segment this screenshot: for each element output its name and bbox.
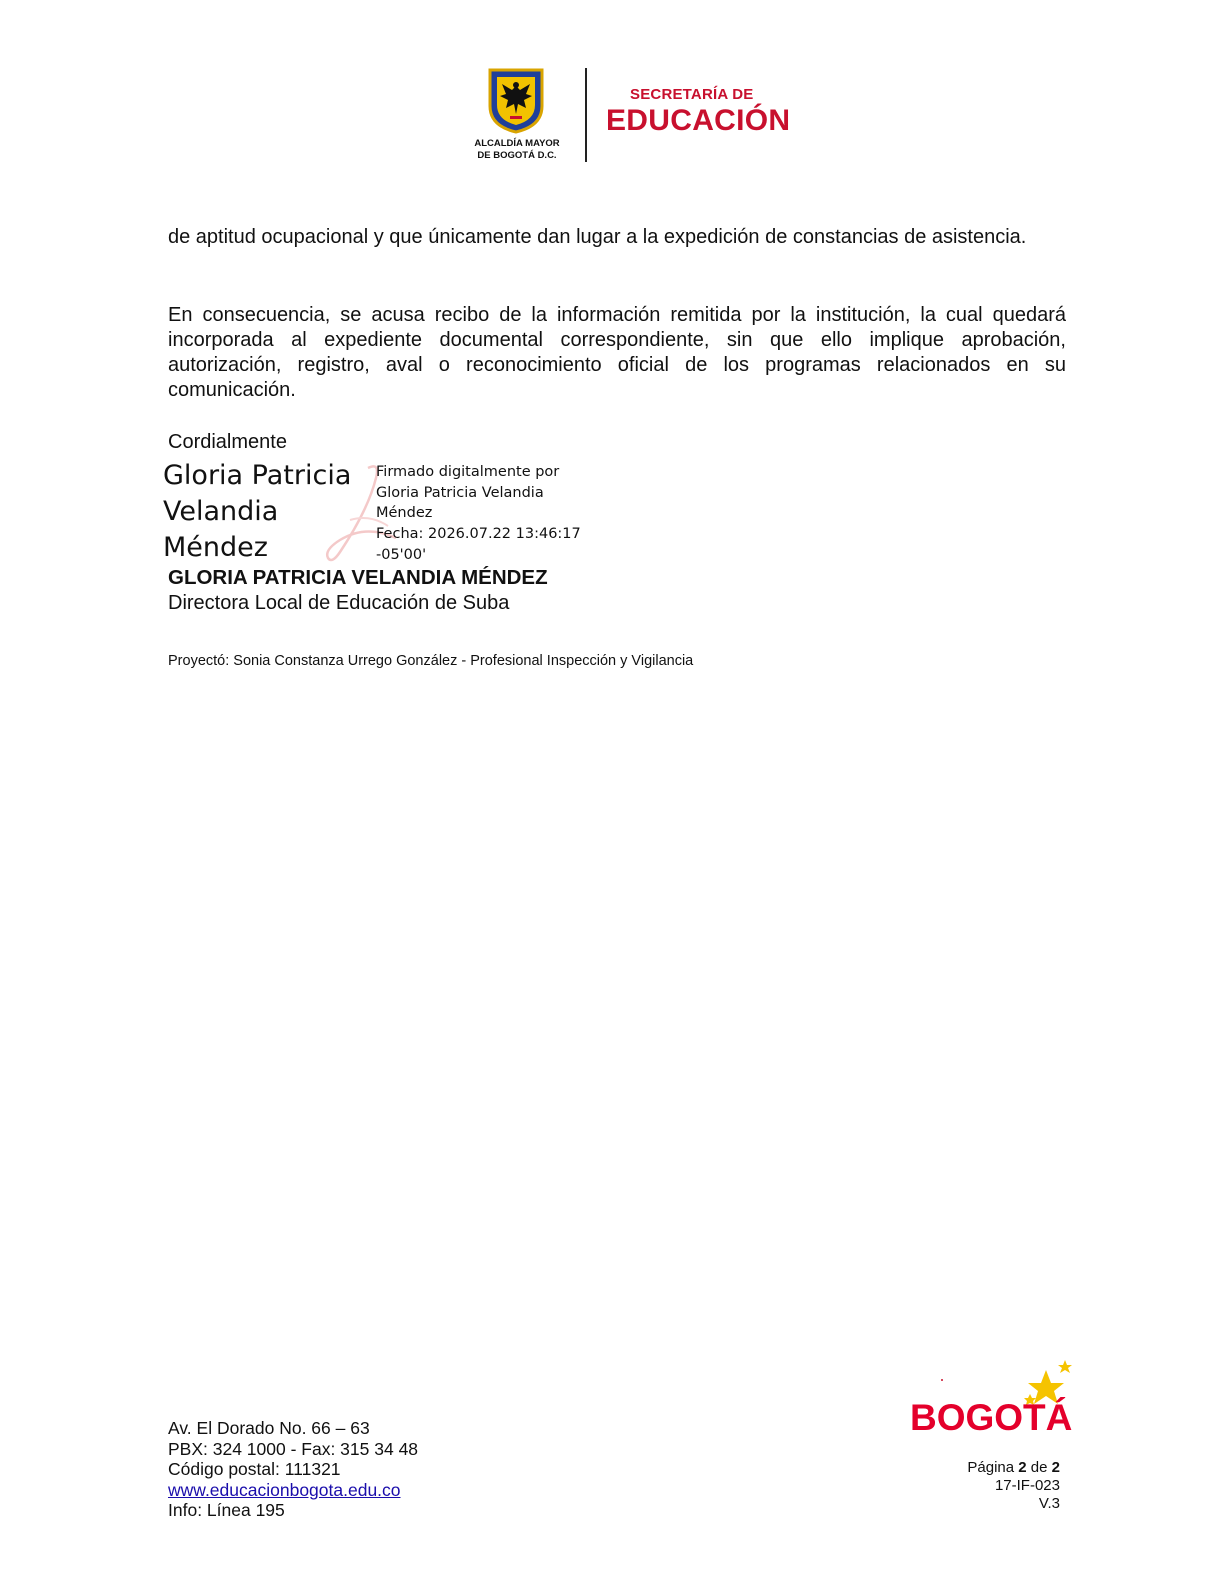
signature-date: Fecha: 2026.07.22 13:46:17	[376, 526, 581, 543]
signer-name: GLORIA PATRICIA VELANDIA MÉNDEZ	[168, 566, 548, 589]
body-paragraph-1: de aptitud ocupacional y que únicamente dan lugar a la expedición de constancias de asistencia.	[168, 226, 1027, 248]
document-code: 17-IF-023	[994, 1477, 1060, 1494]
body-paragraph-2: En consecuencia, se acusa recibo de la información remitida por la institución, la cual quedará incorporada al expediente documental correspondiente, sin que ello implique aprobación, autorización, registro, aval o reconocimiento oficial de los programas relacionados en su comunicación.	[168, 304, 1066, 401]
footer-contact	[168, 1418, 418, 1521]
logo-bogota-text: BOGOTÁ	[910, 1397, 1073, 1438]
signature-name-line2: Velandia	[163, 496, 279, 527]
footer-postal-code: Código postal: 111321	[168, 1459, 341, 1480]
page-prefix: Página	[967, 1459, 1015, 1476]
page-total: 2	[1051, 1459, 1060, 1476]
bogota-city-logo	[906, 1356, 1082, 1448]
footer-phone: PBX: 324 1000 - Fax: 315 34 48	[168, 1438, 419, 1459]
mayor-label-line2: DE BOGOTÁ D.C.	[477, 150, 557, 161]
signature-name-line3: Méndez	[163, 532, 268, 563]
closing-salutation: Cordialmente	[168, 431, 287, 453]
signature-name-line1: Gloria Patricia	[163, 460, 352, 491]
document-version: V.3	[1038, 1495, 1060, 1512]
header-divider	[585, 68, 587, 162]
signature-details	[376, 462, 606, 566]
signature-detail-line3: Méndez	[376, 505, 433, 522]
signature-timezone: -05'00'	[376, 546, 427, 563]
mayor-label-line1: ALCALDÍA MAYOR	[474, 138, 560, 149]
page-info	[967, 1459, 1060, 1513]
educacion-label: EDUCACIÓN	[606, 104, 791, 137]
projected-by: Proyectó: Sonia Constanza Urrego González - Profesional Inspección y Vigilancia	[168, 653, 694, 669]
letterhead	[470, 68, 791, 168]
signature-detail-line2: Gloria Patricia Velandia	[376, 484, 544, 501]
signer-title: Directora Local de Educación de Suba	[168, 592, 510, 614]
page-of: de	[1030, 1459, 1048, 1476]
mayor-office-label	[470, 138, 564, 162]
page-number	[967, 1459, 1060, 1477]
bogota-coat-of-arms-icon	[486, 68, 546, 134]
footer-info-line: Info: Línea 195	[168, 1500, 285, 1521]
logo-small-star-icon	[1058, 1360, 1072, 1373]
digital-signature	[160, 458, 600, 566]
signature-detail-line1: Firmado digitalmente por	[376, 464, 560, 480]
footer-address: Av. El Dorado No. 66 – 63	[168, 1418, 370, 1438]
secretaria-label: SECRETARÍA DE	[630, 86, 754, 103]
page-current: 2	[1018, 1459, 1027, 1476]
footer-website-link[interactable]: www.educacionbogota.edu.co	[168, 1479, 401, 1500]
